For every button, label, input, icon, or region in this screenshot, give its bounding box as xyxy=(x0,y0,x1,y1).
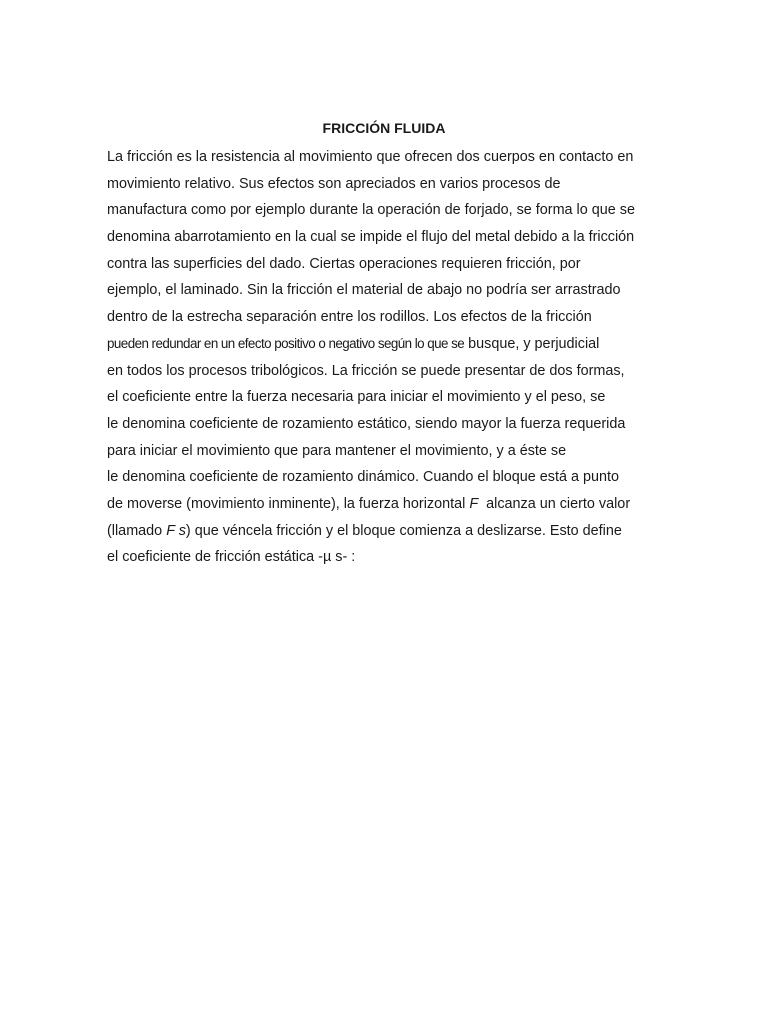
text-line-15-end: ) que véncela fricción y el bloque comienza a deslizarse. Esto define xyxy=(185,522,622,539)
text-line-12: para iniciar el movimiento que para mantener el movimiento, y a éste se xyxy=(107,442,567,459)
text-line-10: el coeficiente entre la fuerza necesaria para iniciar el movimiento y el peso, se xyxy=(107,389,606,406)
variable-f: F xyxy=(469,495,479,512)
text-line-11: le denomina coeficiente de rozamiento estático, siendo mayor la fuerza requerida xyxy=(107,415,626,432)
body-paragraph xyxy=(107,144,667,571)
text-line-16: el coeficiente de fricción estática -µ s- : xyxy=(107,549,356,566)
text-line-8 xyxy=(107,331,667,358)
text-line-3: manufactura como por ejemplo durante la operación de forjado, se forma lo que se xyxy=(107,202,635,219)
text-line-1: La fricción es la resistencia al movimiento que ofrecen dos cuerpos en contacto en xyxy=(107,149,634,165)
text-line-4: denomina abarrotamiento en la cual se impide el flujo del metal debido a la fricción xyxy=(107,229,635,246)
text-line-14 xyxy=(107,491,667,518)
text-line-2: movimiento relativo. Sus efectos son apreciados en varios procesos de xyxy=(107,175,561,192)
text-line-7: dentro de la estrecha separación entre los rodillos. Los efectos de la fricción xyxy=(107,309,592,326)
text-line-8-tail: busque, y perjudicial xyxy=(464,335,600,352)
text-line-13: le denomina coeficiente de rozamiento dinámico. Cuando el bloque está a punto xyxy=(107,469,620,486)
text-line-9: en todos los procesos tribológicos. La fricción se puede presentar de dos formas, xyxy=(107,362,625,379)
text-line-5: contra las superficies del dado. Ciertas operaciones requieren fricción, por xyxy=(107,255,581,272)
text-line-15-start: (llamado xyxy=(107,522,167,539)
text-line-14-end: alcanza un cierto valor xyxy=(478,495,631,512)
text-line-8-condensed: pueden redundar en un efecto positivo o negativo según lo que se xyxy=(107,335,465,351)
text-line-15 xyxy=(107,518,667,545)
text-line-6: ejemplo, el laminado. Sin la fricción el material de abajo no podría ser arrastrado xyxy=(107,282,621,299)
variable-fs: F s xyxy=(166,522,186,539)
text-line-14-start: de moverse (movimiento inminente), la fuerza horizontal xyxy=(107,495,470,512)
document-title: FRICCIÓN FLUIDA xyxy=(322,120,446,136)
